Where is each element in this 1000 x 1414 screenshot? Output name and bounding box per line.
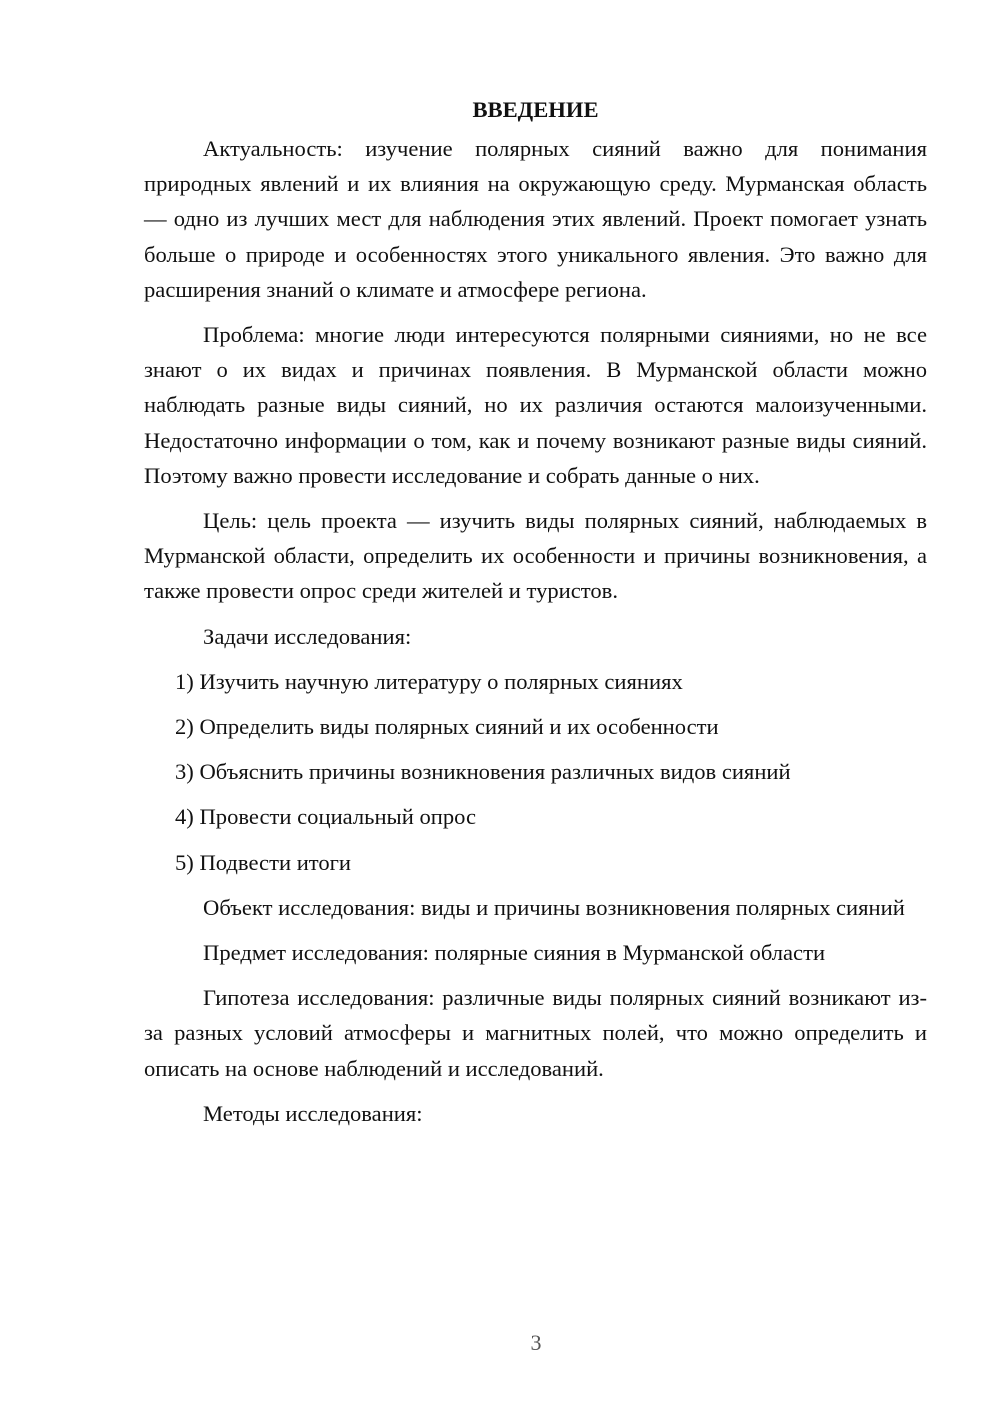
- object-paragraph: Объект исследования: виды и причины возникновения полярных сияний: [203, 894, 905, 920]
- hypothesis-paragraph: Гипотеза исследования: различные виды полярных сияний возникают из-за разных условий атмосферы и магнитных полей, что можно определить и описать на основе наблюдений и исследований.: [144, 985, 927, 1081]
- page-content: [144, 92, 927, 1141]
- tasks-heading: Задачи исследования:: [203, 623, 412, 649]
- page-title: ВВЕДЕНИЕ: [472, 97, 599, 122]
- subject-paragraph: Предмет исследования: полярные сияния в Мурманской области: [203, 940, 826, 966]
- list-item: 5) Подвести итоги: [175, 849, 352, 875]
- list-item: 3) Объяснить причины возникновения различных видов сияний: [175, 759, 791, 785]
- list-item: 4) Провести социальный опрос: [175, 804, 477, 830]
- list-item: 1) Изучить научную литературу о полярных сияниях: [175, 668, 683, 694]
- problem-paragraph: Проблема: многие люди интересуются полярными сияниями, но не все знают о их видах и причинах появления. В Мурманской области можно наблюдать разные виды сияний, но их различия остаются малоизученными. Недостаточно информации о том, как и почему возникают разные виды сияний. Поэтому важно провести исследование и собрать данные о них.: [144, 322, 927, 488]
- relevance-paragraph: Актуальность: изучение полярных сияний важно для понимания природных явлений и их влияния на окружающую среду. Мурманская область — одно из лучших мест для наблюдения этих явлений. Проект помогает узнать больше о природе и особенностях этого уникального явления. Это важно для расширения знаний о климате и атмосфере региона.: [144, 136, 927, 302]
- page-number: 3: [530, 1330, 542, 1355]
- goal-paragraph: Цель: цель проекта — изучить виды полярных сияний, наблюдаемых в Мурманской области, определить их особенности и причины возникновения, а также провести опрос среди жителей и туристов.: [144, 508, 927, 604]
- methods-heading: Методы исследования:: [203, 1100, 423, 1126]
- list-item: 2) Определить виды полярных сияний и их особенности: [175, 714, 719, 740]
- tasks-list: [144, 664, 927, 880]
